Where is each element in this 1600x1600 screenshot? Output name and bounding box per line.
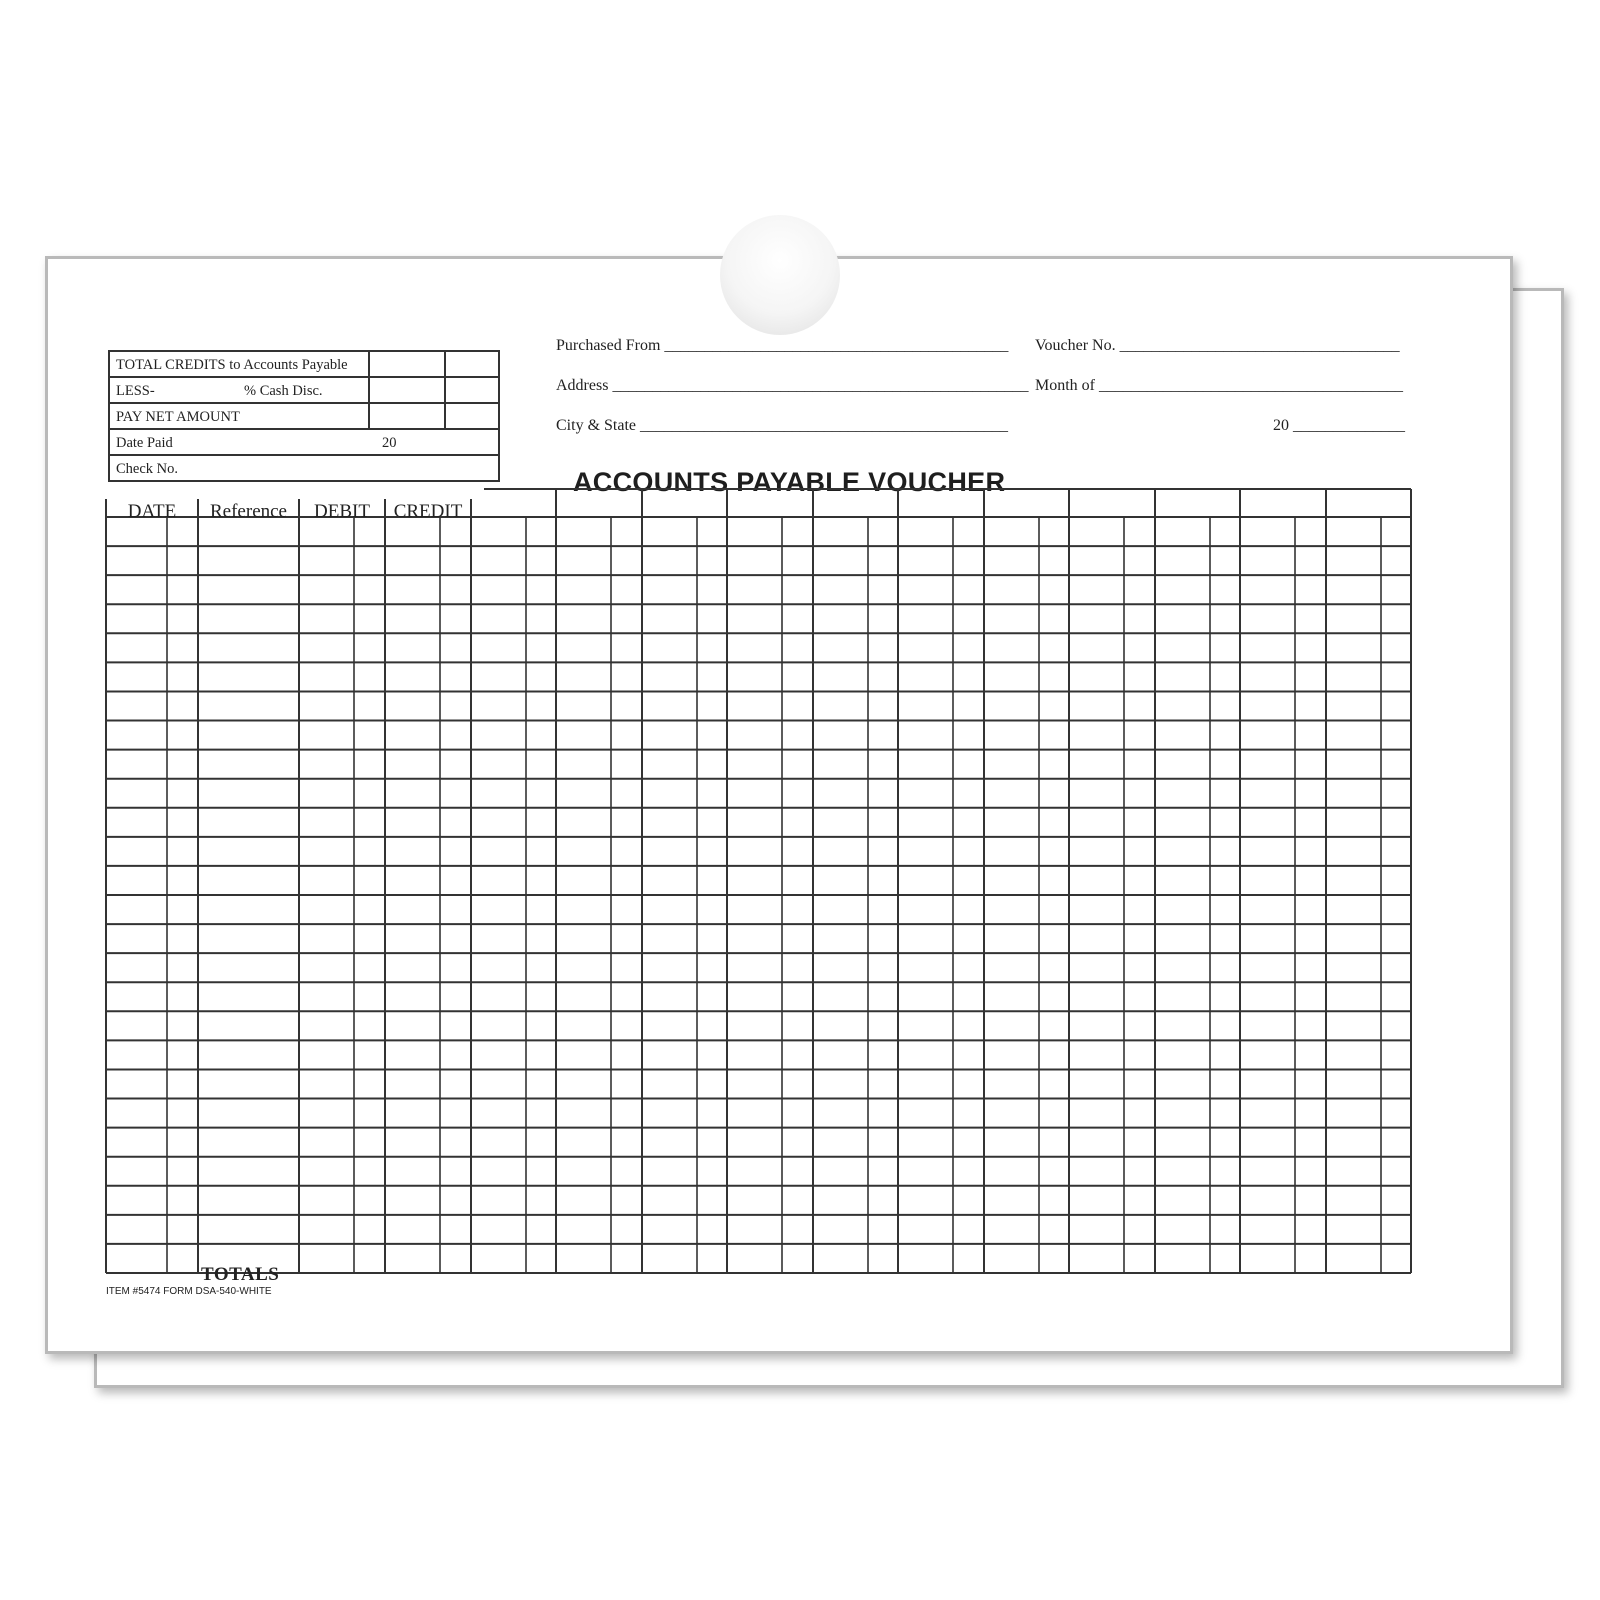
summary-label: PAY NET AMOUNT <box>116 409 240 425</box>
summary-label: TOTAL CREDITS to Accounts Payable <box>116 357 348 373</box>
date-column-header: DATE <box>127 501 177 522</box>
form-title: ACCOUNTS PAYABLE VOUCHER <box>573 467 1006 497</box>
purchased-from-field[interactable]: Purchased From ___________________________________________ <box>556 337 1009 354</box>
ledger-grid[interactable] <box>48 259 1510 1351</box>
cash-discount-label: % Cash Disc. <box>244 383 323 399</box>
debit-column-header: DEBIT <box>314 501 370 522</box>
year-field[interactable]: 20 ______________ <box>1273 417 1405 434</box>
voucher-no-field[interactable]: Voucher No. ___________________________________ <box>1035 337 1400 354</box>
credit-column-header: CREDIT <box>393 501 463 522</box>
summary-label: LESS- <box>116 383 155 399</box>
reference-column-header: Reference <box>210 501 287 522</box>
month-of-field[interactable]: Month of ______________________________________ <box>1035 377 1403 394</box>
summary-label: Check No. <box>116 461 179 477</box>
city-state-field[interactable]: City & State ______________________________________________ <box>556 417 1008 434</box>
voucher-jacket <box>45 256 1513 1354</box>
form-item-number: ITEM #5474 FORM DSA-540-WHITE <box>106 1286 272 1297</box>
year-prefix-label: 20 <box>382 435 397 451</box>
address-field[interactable]: Address ____________________________________________________ <box>556 377 1029 394</box>
totals-label: TOTALS <box>201 1264 280 1285</box>
summary-label: Date Paid <box>116 435 173 451</box>
